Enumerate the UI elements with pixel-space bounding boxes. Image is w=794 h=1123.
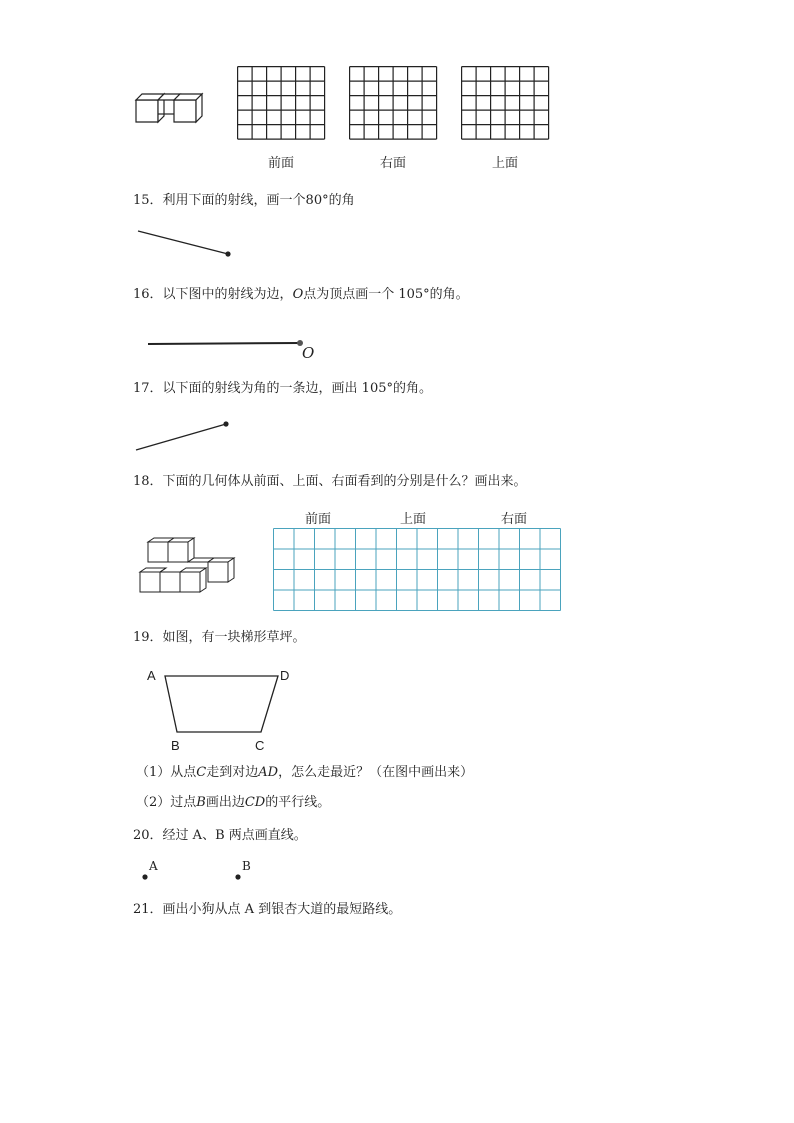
segment-variable: AD (258, 765, 279, 780)
question-text: 以下图中的射线为边， (162, 287, 293, 302)
vertex-c-label: C (255, 738, 265, 753)
grid-front-q14[interactable] (237, 66, 325, 146)
question-text-tail: 点为顶点画一个 105°的角。 (303, 287, 469, 302)
grid-label-front-q18: 前面 (304, 512, 331, 527)
question-19 (133, 630, 306, 646)
question-17 (133, 381, 432, 397)
text: ，怎么走最近？（在图中画出来） (278, 765, 474, 780)
text: 的平行线。 (265, 795, 331, 810)
point-variable: C (196, 765, 207, 780)
question-number: 20． (133, 828, 163, 843)
point-variable: B (196, 795, 206, 810)
question-text: 画出小狗从点 A 到银杏大道的最短路线。 (162, 902, 402, 917)
answer-grid-q18[interactable] (273, 528, 563, 610)
question-text: 如图，有一块梯形草坪。 (162, 630, 306, 645)
question-number: 19． (133, 630, 163, 645)
text: 画出边 (205, 795, 245, 810)
text: （2）过点 (136, 795, 197, 810)
grid-label-front: 前面 (267, 156, 294, 171)
question-19-part2 (136, 795, 330, 811)
ray-q15[interactable] (136, 228, 236, 258)
question-number: 15． (133, 193, 163, 208)
question-16 (133, 287, 469, 303)
text: （1）从点 (136, 765, 197, 780)
grid-label-right: 右面 (379, 156, 406, 171)
question-text: 利用下面的射线，画一个80°的角 (162, 193, 355, 208)
question-text: 下面的几何体从前面、上面、右面看到的分别是什么？画出来。 (162, 474, 527, 489)
cube-stack-q18 (136, 538, 238, 598)
question-15 (133, 193, 355, 209)
question-number: 16． (133, 287, 163, 302)
grid-right-q14[interactable] (349, 66, 437, 146)
question-text: 经过 A、B 两点画直线。 (162, 828, 307, 843)
question-number: 18． (133, 474, 163, 489)
cube-figure-q14 (128, 92, 210, 134)
vertex-d-label: D (280, 668, 290, 683)
segment-variable: CD (244, 795, 266, 810)
grid-label-top-q18: 上面 (399, 512, 426, 527)
question-20 (133, 828, 307, 844)
ray-q16[interactable] (146, 338, 306, 350)
point-a-dot[interactable] (141, 873, 149, 881)
question-18 (133, 474, 527, 490)
question-number: 17． (133, 381, 163, 396)
vertex-a-label: A (147, 668, 156, 683)
point-b-dot[interactable] (234, 873, 242, 881)
vertex-b-label: B (171, 738, 180, 753)
ray-q17[interactable] (134, 420, 234, 454)
point-a-label: A (149, 859, 158, 873)
grid-label-top: 上面 (491, 156, 518, 171)
question-number: 21． (133, 902, 163, 917)
point-variable: O (292, 287, 304, 302)
grid-label-right-q18: 右面 (500, 512, 527, 527)
trapezoid-q19[interactable] (160, 670, 284, 736)
grid-top-q14[interactable] (461, 66, 549, 146)
question-text: 以下面的射线为角的一条边，画出 105°的角。 (162, 381, 432, 396)
question-19-part1 (136, 765, 473, 781)
question-21 (133, 902, 401, 918)
point-o-label: O (302, 344, 315, 362)
text: 走到对边 (206, 765, 259, 780)
point-b-label: B (242, 859, 251, 873)
